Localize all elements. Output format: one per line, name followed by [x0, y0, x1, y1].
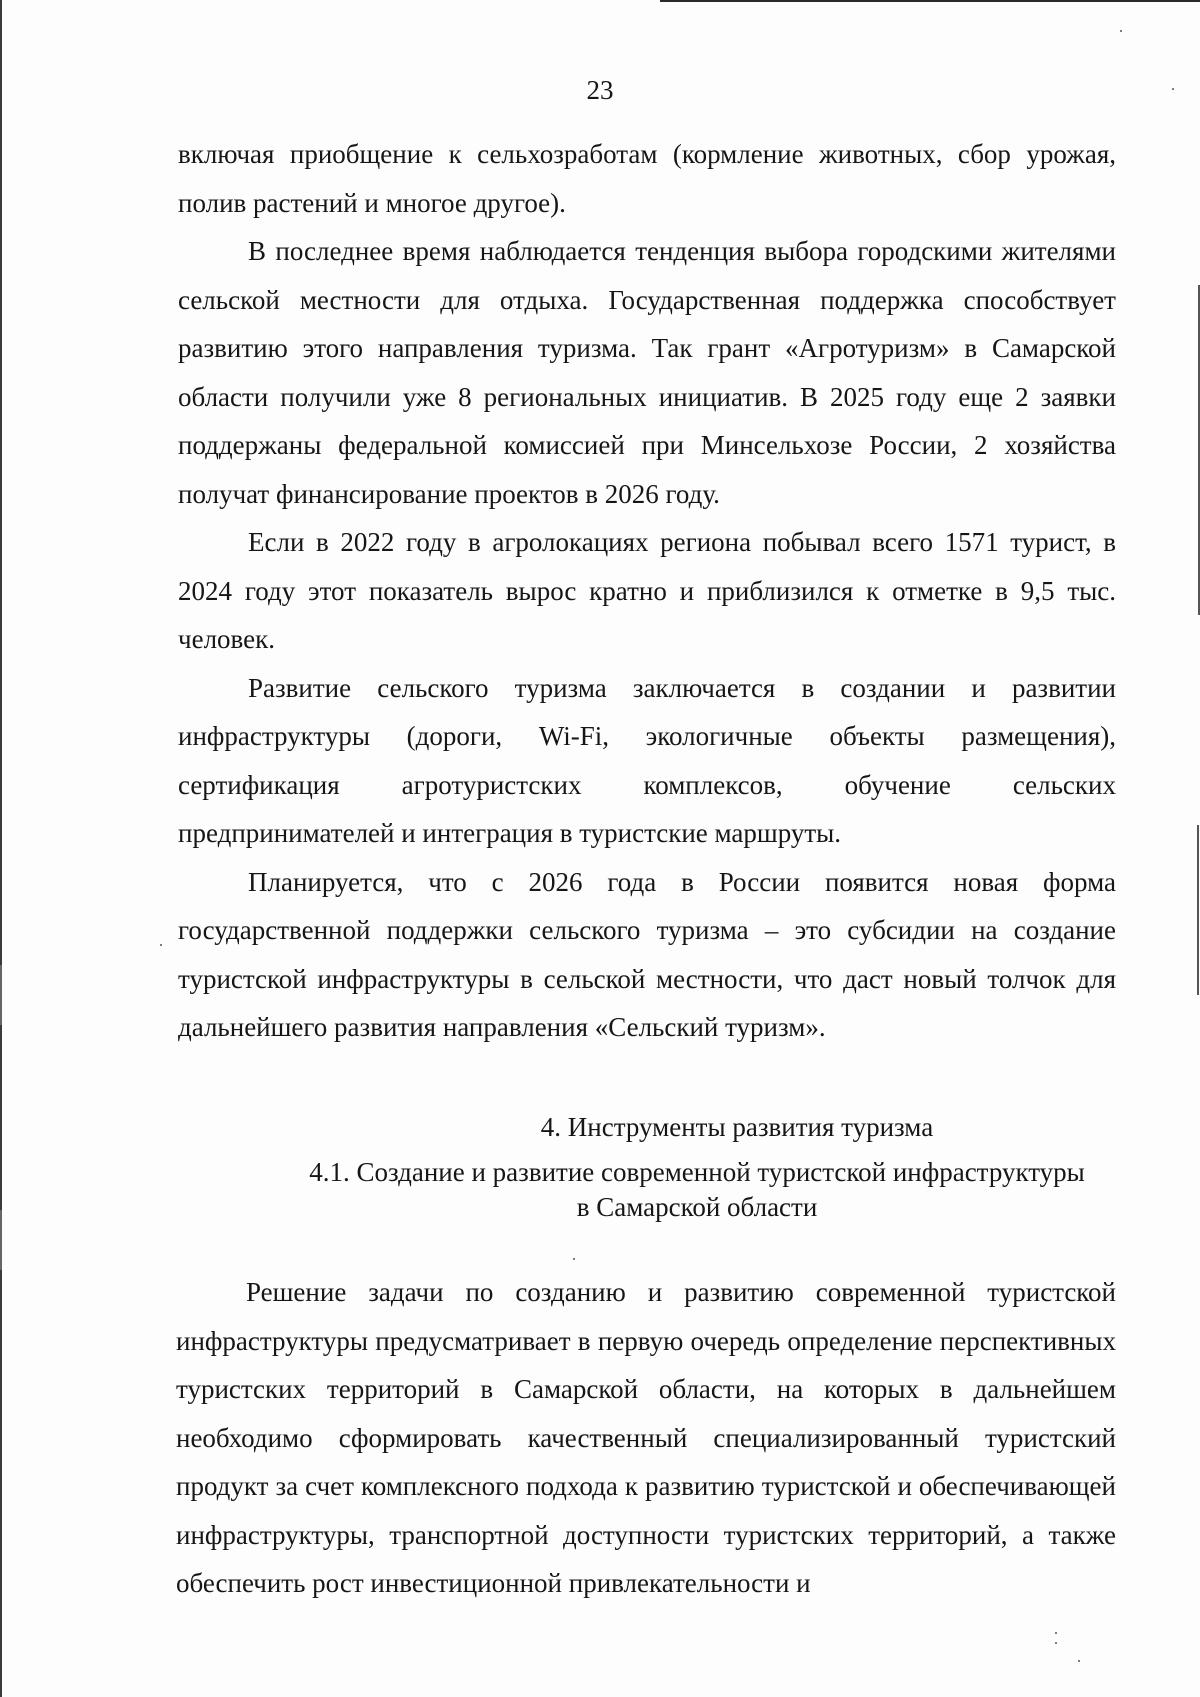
paragraph: Если в 2022 году в агролокациях региона побывал всего 1571 турист, в 2024 году этот показатель вырос кратно и приблизился к отметке в 9,5 тыс. человек.: [178, 527, 1116, 654]
scan-left-border: [0, 0, 2, 1697]
section-heading: 4. Инструменты развития туризма: [540, 1112, 934, 1142]
paragraph: В последнее время наблюдается тенденция выбора городскими жителями сельской местности для отдыха. Государственная поддержка способствует развитию этого направления туризма. Так грант «Агротуризм» в Самарской области получили уже 8 региональных инициатив. В 2025 году еще 2 заявки поддержаны федеральной комиссией при Минсельхозе России, 2 хозяйства получат финансирование проектов в 2026 году.: [178, 236, 1116, 509]
scan-left-mark-2: [0, 1210, 2, 1270]
body-text-bottom: [176, 1268, 1116, 1608]
scan-speck: [1055, 1632, 1057, 1634]
scan-speck: [1078, 1660, 1080, 1662]
paragraph: Решение задачи по созданию и развитию современной туристской инфраструктуры предусматривает в первую очередь определение перспективных туристских территорий в Самарской области, на которых в дальнейшем необходимо сформировать качественный специализированный туристский продукт за счет комплексного подхода к развитию туристской и обеспечивающей инфраструктуры, транспортной доступности туристских территорий, а также обеспечить рост инвестиционной привлекательности и: [176, 1277, 1116, 1598]
scan-speck: [1055, 1642, 1057, 1644]
paragraph: Планируется, что с 2026 года в России появится новая форма государственной поддержки сельского туризма – это субсидии на создание туристской инфраструктуры в сельской местности, что даст новый толчок для дальнейшего развития направления «Сельский туризм».: [178, 866, 1116, 1042]
paragraph: включая приобщение к сельхозработам (кормление животных, сбор урожая, полив растений и многое другое).: [178, 139, 1116, 218]
body-text-top: [178, 130, 1116, 1052]
subsection-heading-line-1: 4.1. Создание и развитие современной туристской инфраструктуры: [309, 1157, 1085, 1187]
paragraph: Развитие сельского туризма заключается в создании и развитии инфраструктуры (дороги, Wi-Fi, экологичные объекты размещения), сертификация агротуристских комплексов, обучение сельских предпринимателей и интеграция в туристские маршруты.: [178, 672, 1116, 848]
scan-right-mark-2: [1197, 825, 1199, 995]
section-headings: [178, 1110, 1116, 1225]
subsection-heading-line-2: в Самарской области: [576, 1192, 818, 1222]
scan-speck: [573, 1258, 575, 1260]
page-number: 23: [586, 75, 614, 105]
scan-left-mark-1: [0, 965, 2, 1025]
scan-top-border: [660, 0, 1200, 2]
scan-speck: [160, 944, 162, 946]
scan-speck: [1120, 30, 1122, 32]
